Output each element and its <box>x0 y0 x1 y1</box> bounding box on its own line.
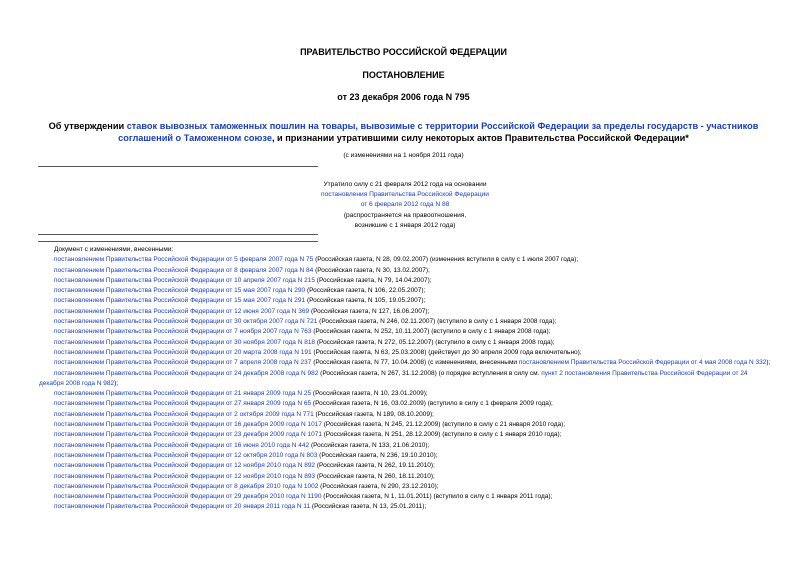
amendment-link[interactable]: постановлением Правительства Российской Федерации от 20 марта 2008 года N 191 <box>54 348 312 356</box>
amendment-note: (Российская газета, N 189, 08.10.2009); <box>313 410 434 418</box>
amendment-link[interactable]: постановлением Правительства Российской Федерации от 12 октября 2010 года N 803 <box>54 451 318 459</box>
amendment-note: (Российская газета, N 13, 25.01.2011); <box>310 503 427 511</box>
doc-type-heading: ПОСТАНОВЛЕНИЕ <box>362 70 445 80</box>
amendment-note: (Российская газета, N 28, 09.02.2007) (изменения вступили в силу с 1 июля 2007 года); <box>313 256 579 264</box>
list-item <box>39 276 774 286</box>
amendment-link[interactable]: постановлением Правительства Российской Федерации от 8 февраля 2007 года N 84 <box>54 266 314 274</box>
amendment-note: (Российская газета, N 260, 18.11.2010); <box>315 472 435 480</box>
changes-list <box>39 245 774 513</box>
amendment-note: ); <box>766 359 771 367</box>
list-item <box>39 369 774 390</box>
amendment-note: (Российская газета, N 252, 10.11.2007) (вступило в силу с 1 января 2008 года); <box>311 328 551 336</box>
list-item <box>39 430 774 440</box>
lost-force-block <box>250 180 560 231</box>
amendment-link[interactable]: постановлением Правительства Российской Федерации от 24 декабря 2008 года N 982 <box>54 369 319 377</box>
amendment-link[interactable]: постановлением Правительства Российской Федерации от 30 октября 2007 года N 721 <box>54 318 318 326</box>
list-item <box>39 266 774 276</box>
list-item <box>39 286 774 296</box>
amendment-note: ); <box>114 379 119 387</box>
amendment-note: (Российская газета, N 251, 28.12.2009) (вступило в силу с 1 января 2010 года); <box>321 431 562 439</box>
amendment-link[interactable]: постановлением Правительства Российской Федерации от 4 мая 2008 года N 332 <box>518 359 767 367</box>
title-part1: Об утверждении <box>48 121 127 131</box>
amendment-link[interactable]: постановлением Правительства Российской Федерации от 7 апреля 2008 года N 237 <box>54 359 312 367</box>
amendment-link[interactable]: постановлением Правительства Российской Федерации от 12 ноября 2010 года N 893 <box>54 472 316 480</box>
document-title <box>40 120 767 144</box>
amendment-note: (Российская газета, N 133, 21.06.2010); <box>309 441 430 449</box>
date-number-heading: от 23 декабря 2006 года N 795 <box>337 92 470 102</box>
amendment-note: (Российская газета, N 106, 22.05.2007); <box>305 287 426 295</box>
amendment-link[interactable]: постановлением Правительства Российской Федерации от 2 октября 2009 года N 771 <box>54 410 314 418</box>
title-part2: , и признании утратившими силу некоторых актов Правительства Российской Федерации* <box>271 133 689 143</box>
list-item <box>39 348 774 358</box>
list-item <box>39 317 774 327</box>
amendment-link[interactable]: пункт 2 постановления Правительства Российской Федерации от 24 декабря 2008 года N 982 <box>39 369 748 387</box>
amendment-link[interactable]: постановлением Правительства Российской Федерации от 23 декабря 2009 года N 1071 <box>54 431 322 439</box>
amendment-link[interactable]: постановлением Правительства Российской Федерации от 15 мая 2007 года N 290 <box>54 287 306 295</box>
list-item <box>39 492 774 502</box>
list-item <box>39 482 774 492</box>
amendment-link[interactable]: постановлением Правительства Российской Федерации от 16 декабря 2009 года N 1017 <box>54 421 322 429</box>
list-item <box>39 296 774 306</box>
amendment-link[interactable]: постановлением Правительства Российской Федерации от 12 июня 2007 года N 369 <box>54 307 310 315</box>
lost-force-line1: Утратило силу с 21 февраля 2012 года на основании <box>323 181 487 188</box>
list-item <box>39 410 774 420</box>
amendment-link[interactable]: постановлением Правительства Российской Федерации от 5 февраля 2007 года N 75 <box>54 256 314 264</box>
amendment-note: (Российская газета, N 246, 02.11.2007) (вступило в силу с 1 января 2008 года); <box>317 318 557 326</box>
list-item <box>39 255 774 265</box>
amendment-note: (Российская газета, N 16, 03.02.2009) (вступило в силу с 1 февраля 2009 года); <box>311 400 553 408</box>
amendment-link[interactable]: постановлением Правительства Российской Федерации от 30 ноября 2007 года N 818 <box>54 338 316 346</box>
list-item <box>39 502 774 512</box>
government-heading: ПРАВИТЕЛЬСТВО РОССИЙСКОЙ ФЕДЕРАЦИИ <box>300 47 507 57</box>
list-item <box>39 472 774 482</box>
list-item <box>39 399 774 409</box>
amendment-link[interactable]: постановлением Правительства Российской Федерации от 8 декабря 2010 года N 1002 <box>54 482 319 490</box>
amendment-link[interactable]: постановлением Правительства Российской Федерации от 29 декабря 2010 года N 1190 <box>54 493 322 501</box>
amendment-note: (Российская газета, N 127, 16.06.2007); <box>309 307 430 315</box>
amendment-link[interactable]: постановлением Правительства Российской Федерации от 21 января 2009 года N 25 <box>54 390 312 398</box>
amendment-link[interactable]: постановлением Правительства Российской Федерации от 20 января 2011 года N 11 <box>54 503 311 511</box>
list-item <box>39 441 774 451</box>
amendment-note: (Российская газета, N 290, 23.12.2010); <box>318 482 439 490</box>
list-item <box>39 338 774 348</box>
amended-note: (с изменениями на 1 ноября 2011 года) <box>343 152 464 159</box>
divider-top <box>38 166 318 167</box>
title-link-rates[interactable]: ставок вывозных таможенных пошлин на товары, вывозимые с территории Российской Федерации за пределы государств - участников соглашений о Таможенном союзе <box>118 121 759 143</box>
amendment-link[interactable]: постановлением Правительства Российской Федерации от 10 апреля 2007 года N 215 <box>54 276 315 284</box>
amendment-note: (Российская газета, N 10, 23.01.2009); <box>311 390 428 398</box>
list-item <box>39 307 774 317</box>
lost-force-line4: (распространяется на правоотношения, <box>343 211 467 219</box>
changes-heading: Документ с изменениями, внесенными: <box>54 246 174 253</box>
amendment-link[interactable]: постановлением Правительства Российской Федерации от 16 июня 2010 года N 442 <box>54 441 310 449</box>
list-item <box>39 420 774 430</box>
amendment-note: (Российская газета, N 245, 21.12.2009) (вступило в силу с 21 января 2010 года); <box>321 421 566 429</box>
divider-middle-1 <box>38 234 318 235</box>
amendment-note: (Российская газета, N 105, 19.05.2007); <box>305 297 426 305</box>
amendment-note: (Российская газета, N 272, 05.12.2007) (вступило в силу с 1 января 2008 года); <box>315 338 555 346</box>
lost-force-link2[interactable]: от 6 февраля 2012 года N 88 <box>360 201 450 209</box>
divider-middle-2 <box>38 241 318 242</box>
amendment-link[interactable]: постановлением Правительства Российской Федерации от 7 ноября 2007 года N 763 <box>54 328 312 336</box>
amendment-link[interactable]: постановлением Правительства Российской Федерации от 15 мая 2007 года N 291 <box>54 297 306 305</box>
lost-force-link1[interactable]: постановления Правительства Российской Федерации <box>321 191 489 199</box>
amendment-note: (Российская газета, N 1, 11.01.2011) (вступило в силу с 1 января 2011 года); <box>321 493 553 501</box>
list-item <box>39 389 774 399</box>
amendment-link[interactable]: постановлением Правительства Российской Федерации от 12 ноября 2010 года N 892 <box>54 462 316 470</box>
amendment-note: (Российская газета, N 63, 25.03.2008) (действует до 30 апреля 2009 года включительно); <box>311 348 582 356</box>
list-item <box>39 461 774 471</box>
amendment-note: (Российская газета, N 30, 13.02.2007); <box>313 266 430 274</box>
amendment-note: (Российская газета, N 236, 19.10.2010); <box>317 451 438 459</box>
list-item <box>39 327 774 337</box>
amendment-note: (Российская газета, N 79, 14.04.2007); <box>315 276 432 284</box>
list-item <box>39 451 774 461</box>
amendment-link[interactable]: постановлением Правительства Российской Федерации от 27 января 2009 года N 65 <box>54 400 312 408</box>
amendment-note: (Российская газета, N 262, 19.11.2010); <box>315 462 435 470</box>
amendment-note: (Российская газета, N 77, 10.04.2008) (с изменениями, внесенными <box>311 359 519 367</box>
amendment-note: (Российская газета, N 267, 31.12.2008) (о порядке вступления в силу см. <box>318 369 542 377</box>
lost-force-line5: возникшие с 1 января 2012 года) <box>354 221 456 229</box>
list-item <box>39 358 774 368</box>
